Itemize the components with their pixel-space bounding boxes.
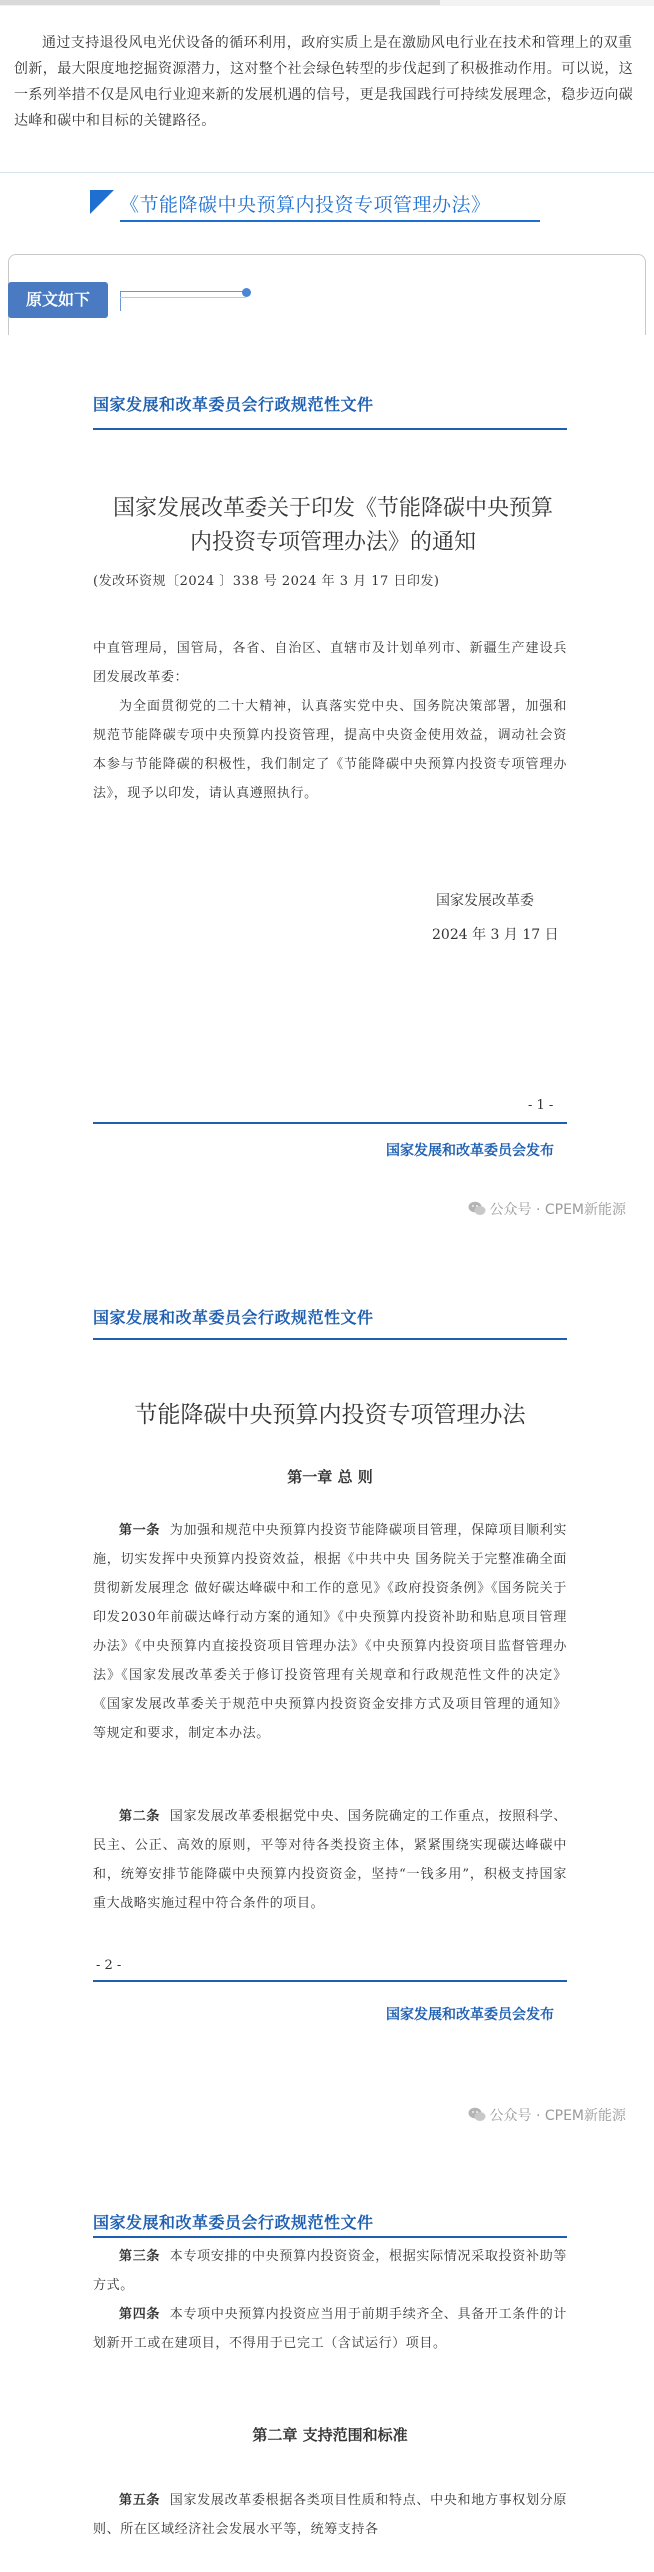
intro-paragraph: 通过支持退役风电光伏设备的循环利用，政府实质上是在激励风电行业在技术和管理上的双重创新，最大限度地挖掘资源潜力，这对整个社会绿色转型的步伐起到了积极推动作用。可以说，这一系列举措不仅是风电行业迎来新的发展机遇的信号，更是我国践行可持续发展理念，稳步迈向碳达峰和碳中和目标的关键路径。 [14, 35, 634, 129]
article-4-text: 本专项中央预算内投资应当用于前期手续齐全、具备开工条件的计划新开工或在建项目，不得用于已完工（含试运行）项目。 [93, 2307, 567, 2351]
watermark-1 [468, 1199, 627, 1220]
tag-connector-line-light [120, 297, 246, 298]
title-corner-triangle [90, 190, 114, 214]
article-5-label: 第五条 [119, 2493, 161, 2508]
measures-title: 节能降碳中央预算内投资专项管理办法 [134, 1402, 526, 1428]
article-4-label: 第四条 [119, 2307, 161, 2322]
notice-title-line2: 内投资专项管理办法》的通知 [189, 530, 476, 555]
watermark-text: 公众号 · CPEM新能源 [489, 2108, 626, 2124]
article-5 [93, 2486, 567, 2544]
tag-connector-line [120, 291, 246, 292]
top-scroll-strip [0, 0, 654, 6]
tag-connector-dot [242, 288, 251, 297]
wechat-icon [468, 2107, 486, 2126]
chapter-1-heading: 第一章 总 则 [287, 1468, 373, 1486]
notice-title-line1: 国家发展改革委关于印发《节能降碳中央预算 [112, 496, 553, 521]
signer: 国家发展改革委 [436, 893, 534, 909]
article-3-text: 本专项安排的中央预算内投资资金，根据实际情况采取投资补助等方式。 [93, 2249, 567, 2293]
article-1-label: 第一条 [119, 1523, 161, 1538]
article-5-text: 国家发展改革委根据各类项目性质和特点、中央和地方事权划分原则、所在区域经济社会发展水平等，统筹支持各 [93, 2493, 567, 2537]
section-divider [0, 172, 654, 173]
notice-title [93, 492, 573, 560]
article-2 [93, 1802, 567, 1918]
page2-footer: 国家发展和改革委员会发布 [386, 2007, 554, 2023]
section-title: 《节能降碳中央预算内投资专项管理办法》 [120, 194, 491, 216]
original-text-tag: 原文如下 [8, 282, 108, 318]
chapter-2-heading: 第二章 支持范围和标准 [252, 2426, 408, 2444]
page2-header: 国家发展和改革委员会行政规范性文件 [93, 1308, 374, 1327]
page1-number: - 1 - [528, 1098, 554, 1113]
page2-footer-rule [93, 1980, 567, 1982]
section-title-underline [120, 220, 540, 222]
article-1 [93, 1516, 567, 1748]
article-2-text: 国家发展改革委根据党中央、国务院确定的工作重点，按照科学、民主、公正、高效的原则，平等对待各类投资主体，紧紧围绕实现碳达峰碳中和，统筹安排节能降碳中央预算内投资资金，坚持“一钱多用”，积极支持国家重大战略实施过程中符合条件的项目。 [93, 1809, 567, 1911]
article-3 [93, 2242, 567, 2300]
sign-date: 2024 年 3 月 17 日 [432, 927, 559, 943]
page1-header: 国家发展和改革委员会行政规范性文件 [93, 395, 374, 414]
article-2-label: 第二条 [119, 1809, 161, 1824]
watermark-2 [468, 2105, 627, 2126]
document-number: (发改环资规〔2024 〕338 号 2024 年 3 月 17 日印发) [93, 574, 440, 589]
page1-footer: 国家发展和改革委员会发布 [386, 1143, 554, 1159]
notice-body: 为全面贯彻党的二十大精神，认真落实党中央、国务院决策部署，加强和规范节能降碳专项中央预算内投资管理，提高中央资金使用效益，调动社会资本参与节能降碳的积极性，我们制定了《节能降碳中央预算内投资专项管理办法》，现予以印发，请认真遵照执行。 [93, 699, 567, 801]
top-strip-bar [0, 0, 440, 5]
article-1-text: 为加强和规范中央预算内投资节能降碳项目管理，保障项目顺利实施，切实发挥中央预算内投资效益，根据《中共中央 国务院关于完整准确全面贯彻新发展理念 做好碳达峰碳中和工作的意见》《政府投资条例》《国务院关于印发2030年前碳达峰行动方案的通知》《中央预算内投资补助和贴息项目管理办法》《中央预算内直接投资项目管理办法》《中央预算内投资项目监督管理办法》《国家发展改革委关于修订投资管理有关规章和行政规范性文件的决定》《国家发展改革委关于规范中央预算内投资资金安排方式及项目管理的通知》等规定和要求，制定本办法。 [93, 1523, 567, 1741]
article-4 [93, 2300, 567, 2358]
page3-header-rule [93, 2236, 567, 2238]
page2-header-rule [93, 1338, 567, 1340]
watermark-text: 公众号 · CPEM新能源 [489, 1202, 626, 1218]
article-3-label: 第三条 [119, 2249, 161, 2264]
page3-header: 国家发展和改革委员会行政规范性文件 [93, 2213, 374, 2232]
tag-connector-vertical [120, 291, 121, 311]
wechat-icon [468, 1201, 486, 1220]
addressee: 中直管理局，国管局，各省、自治区、直辖市及计划单列市、新疆生产建设兵团发展改革委： [93, 641, 567, 685]
page1-header-rule [93, 428, 567, 430]
page1-footer-rule [93, 1122, 567, 1124]
page2-number: - 2 - [96, 1958, 122, 1973]
